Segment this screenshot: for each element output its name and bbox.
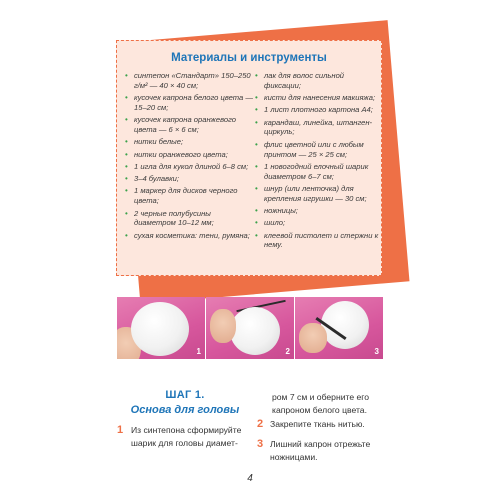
bullet-icon: • [255,183,258,193]
material-item [255,184,379,204]
material-text: 1 лист плотного картона А4; [264,105,373,115]
photo-number: 3 [374,347,379,356]
material-item [125,137,253,147]
material-text: 1 новогодний елочный шарик диаметром 6–7 см; [264,161,369,181]
material-item [125,209,253,229]
material-item [125,162,253,172]
step-photo-2 [206,297,294,359]
material-text: нитки оранжевого цвета; [134,149,228,159]
material-text: шило; [264,218,286,228]
material-text: нитки белые; [134,137,184,147]
bullet-icon: • [125,208,128,218]
step-subtitle: Основа для головы [130,404,240,416]
material-item [125,186,253,206]
material-item [255,218,379,228]
bullet-icon: • [125,71,128,80]
material-item [125,174,253,184]
hand-image [210,309,236,343]
materials-right-column [255,71,379,253]
bullet-icon: • [125,161,128,171]
material-item [125,93,253,113]
step-title: ШАГ 1. [165,389,205,401]
material-text: кусочек капрона оранжевого цвета — 6 × 6 см; [134,115,236,134]
material-item [125,115,253,135]
step-item-2-text: Закрепите ткань нитью. [270,419,365,429]
bullet-icon: • [255,117,258,127]
photo-number: 2 [285,347,290,356]
step-item-1-text: Из синтепона сформируйте шарик для головы диамет- [131,425,242,448]
material-text: сухая косметика: тени, румяна; [134,230,250,240]
material-text: шнур (или ленточка) для крепления игрушки — 30 см; [264,183,367,203]
material-text: кусочек капрона белого цвета — 15–20 см; [134,93,253,112]
materials-left-column [125,71,253,243]
materials-title: Материалы и инструменты [171,52,327,64]
bullet-icon: • [255,161,258,171]
material-text: 3–4 булавки; [134,174,179,184]
material-text: клеевой пистолет и стержни к нему. [264,230,379,250]
step-item-2-number: 2 [257,418,264,430]
bullet-icon: • [255,218,258,228]
bullet-icon: • [125,174,128,184]
material-item [255,93,379,103]
bullet-icon: • [125,137,128,147]
step-photo-3 [295,297,383,359]
material-item [125,150,253,160]
bullet-icon: • [255,93,258,103]
material-text: флис цветной или с любым принтом — 25 × 25 см; [264,139,364,159]
bullet-icon: • [255,206,258,216]
step-photo-1 [117,297,205,359]
bullet-icon: • [255,105,258,115]
material-item [255,105,379,115]
step-item-1-continuation: ром 7 см и оберните его капроном белого цвета. [272,392,370,415]
bullet-icon: • [125,186,128,196]
material-item [255,206,379,216]
bullet-icon: • [255,71,258,80]
material-item [255,162,379,182]
bullet-icon: • [125,115,128,125]
material-item [125,71,253,91]
bullet-icon: • [125,93,128,103]
step-item-3-text: Лишний капрон отрежьте ножницами. [270,439,371,462]
page-number: 4 [247,473,253,484]
photo-number: 1 [196,347,201,356]
material-item [255,118,379,138]
bullet-icon: • [255,139,258,149]
material-item [255,140,379,160]
material-item [255,71,379,91]
wrapped-ball-image [230,307,280,355]
hand-image [299,323,327,353]
step-item-3-number: 3 [257,438,264,450]
step-item-1-number: 1 [117,424,124,436]
material-text: лак для волос сильной фиксации; [264,71,345,90]
bullet-icon: • [125,149,128,159]
material-text: кисти для нанесения макияжа; [264,93,376,103]
bullet-icon: • [125,230,128,240]
material-text: 1 маркер для дисков черного цвета; [134,186,238,206]
material-text: синтепон «Стандарт» 150–250 г/м² — 40 × 40 см; [134,71,251,90]
material-text: карандаш, линейка, штанген-циркуль; [264,117,373,137]
material-text: 2 черные полубусины диаметром 10–12 мм; [134,208,214,228]
material-item [125,231,253,241]
material-text: ножницы; [264,206,298,216]
padding-ball-image [131,302,189,356]
material-item [255,231,379,251]
bullet-icon: • [255,230,258,240]
materials-box [116,40,382,276]
material-text: 1 игла для кукол длиной 6–8 см; [134,161,249,171]
